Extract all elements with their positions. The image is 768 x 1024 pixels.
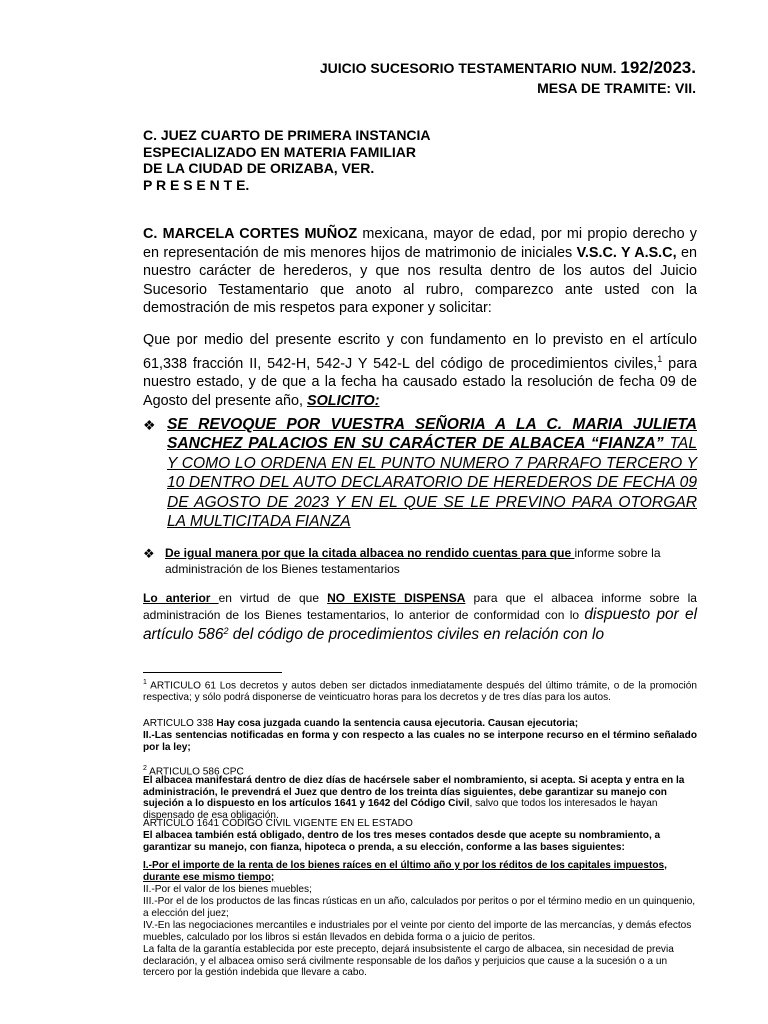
addressee-line-2: ESPECIALIZADO EN MATERIA FAMILIAR [143,143,416,160]
petition-text-1: Que por medio del presente escrito y con fundamento en lo previsto en el artículo 61,338 fracción II, 542-H, 542-J Y 542-L del código de procedimientos civiles, [143,332,697,372]
article-1641 [143,830,697,853]
article-338-item-ii [143,730,697,753]
case-number-line [320,60,696,76]
article-338-item-ii-text: II.-Las sentencias notificadas en forma y con respecto a las cuales no se interpone recurso en el término señalado por la ley; [143,730,697,753]
bullet-accounts-underlined: De igual manera por que la citada albacea no rendido cuentas para que [165,546,575,560]
case-label: JUICIO SUCESORIO TESTAMENTARIO NUM. [319,60,617,76]
intro-paragraph [143,225,697,318]
article-1641-item-iv: IV.-En las negociaciones mercantiles e industriales por el veinte por ciento del importe de las mercancías, y demás efectos muebles, calculado por los libros si están llevados en debida forma o a juicio de peritos. [143,920,692,943]
article-586-bold: El albacea manifestará dentro de diez días de hacérsele saber el nombramiento, si acepta. Si acepta y entra en la administración, le prevendrá el Juez que dentro de los treinta días siguientes, debe garantizar su manejo con sujeción a lo dispuesto en los artículos 1641 y 1642 del Código Civil [143,775,685,810]
bullet-revocation-bold: SE REVOQUE POR VUESTRA SEÑORIA A LA C. MARIA JULIETA SANCHEZ PALACIOS EN SU CARÁCTER DE ALBACEA “FIANZA” [167,416,697,453]
footnote-ref-2: 2 [223,626,229,636]
petitioner-name: C. MARCELA CORTES MUÑOZ [143,226,358,242]
article-1641-item-i-text: I.-Por el importe de la renta de los bienes raíces en el último año y por los réditos de los capitales impuestos, durante ese mismo tiempo; [143,860,667,883]
bullet-revocation-text [167,415,697,531]
article-1641-bold: El albacea también está obligado, dentro de los tres meses contados desde que acepte su nombramiento, a garantizar su manejo, con fianza, hipoteca o prenda, a su elección, conforme a las bases siguientes: [143,830,661,853]
petition-text-2: para nuestro estado, y de que a la fecha ha causado estado la resolución de fecha 09 de Agosto del presente año, [143,355,697,409]
minor-initials: V.S.C. Y A.S.C, [576,244,677,261]
footnote-divider [143,672,282,673]
addressee-line-3: DE LA CIUDAD DE ORIZABA, VER. [143,160,375,176]
dispensa-text-2: para que el albacea informe sobre la administración de los Bienes testamentarios, lo anterior de conformidad con lo [143,591,697,622]
bullet-accounts-text [165,546,697,577]
article-1641-item-iii: III.-Por el de los productos de las fincas rústicas en un año, calculados por peritos o por el término medio en un quinquenio, a elección del juez; [143,896,696,919]
footnote-2-label: ARTICULO 586 CPC [146,766,244,778]
intro-text-1: mexicana, mayor de edad, por mi propio derecho y en representación de mis menores hijos de matrimonio de iniciales [143,226,697,261]
diamond-bullet-icon: ❖ [143,546,155,561]
article-1641-closing: La falta de la garantía establecida por este precepto, dejará insubsistente el cargo de albacea, sin necesidad de previa declaración, y el albacea omiso será civilmente responsable de los daños y perjuicios que cause a la sucesión o a un tercero por la gestión indebida que llevare a cabo. [143,944,674,979]
case-number: 192/2023. [620,58,696,77]
dispensa-text-1: en virtud de que [218,591,328,605]
dispensa-paragraph [143,590,697,644]
bullet-revocation-rest: TAL Y COMO LO ORDENA EN EL PUNTO NUMERO 7 PARRAFO TERCERO Y 10 DENTRO DEL AUTO DECLARATORIO DE HEREDEROS DE FECHA 09 DE AGOSTO DE 2023 Y EN EL QUE SE LE PREVINO PARA OTORGAR LA MULTICITADA FIANZA [167,435,697,531]
footnote-ref-1: 1 [657,353,663,364]
dispensa-italic-2: del código de procedimientos civiles en relación con lo [228,626,605,643]
mesa-line: MESA DE TRAMITE: VII. [537,80,696,96]
intro-text-2: en nuestro carácter de herederos, y que nos resulta dentro de los autos del Juicio Sucesorio Testamentario que anoto al rubro, comparezco ante usted con la demostración de mis respetos para exponer y solicitar: [143,244,697,317]
diamond-bullet-icon: ❖ [143,417,156,433]
article-338 [143,718,697,730]
article-1641-item-i [143,860,697,883]
footnote-2-number: 2 [143,765,147,772]
article-338-text: Hay cosa juzgada cuando la sentencia causa ejecutoria. Causan ejecutoria; [216,718,579,729]
addressee-line-4: P R E S E N T E. [143,176,250,193]
dispensa-italic-1: dispuesto por el artículo 586 [143,605,697,643]
addressee-block [143,127,431,193]
addressee-line-1: C. JUEZ CUARTO DE PRIMERA INSTANCIA [143,127,431,143]
article-338-label: ARTICULO 338 [143,718,217,729]
footnote-1 [143,677,697,704]
petition-paragraph [143,331,697,410]
no-dispensa-label: NO EXISTE DISPENSA [327,591,466,605]
lo-anterior-label: Lo anterior [143,591,219,605]
article-586-rest: , salvo que todos los interesados le hayan dispensado de esa obligación. [143,798,658,821]
footnote-1-number: 1 [143,679,147,686]
article-1641-label: ARTICULO 1641 CODIGO CIVIL VIGENTE EN EL ESTADO [143,818,413,829]
solicito-label: SOLICITO: [307,392,380,409]
article-1641-item-ii: II.-Por el valor de los bienes muebles; [143,884,312,895]
footnote-1-text: ARTICULO 61 Los decretos y autos deben ser dictados inmediatamente después del último trámite, o de la promoción respectiva; y sólo podrá disponerse de veinticuatro horas para los decretos y de tres días para los autos. [143,680,697,703]
bullet-accounts-rest: informe sobre la administración de los Bienes testamentarios [165,546,661,576]
article-586 [143,775,697,821]
